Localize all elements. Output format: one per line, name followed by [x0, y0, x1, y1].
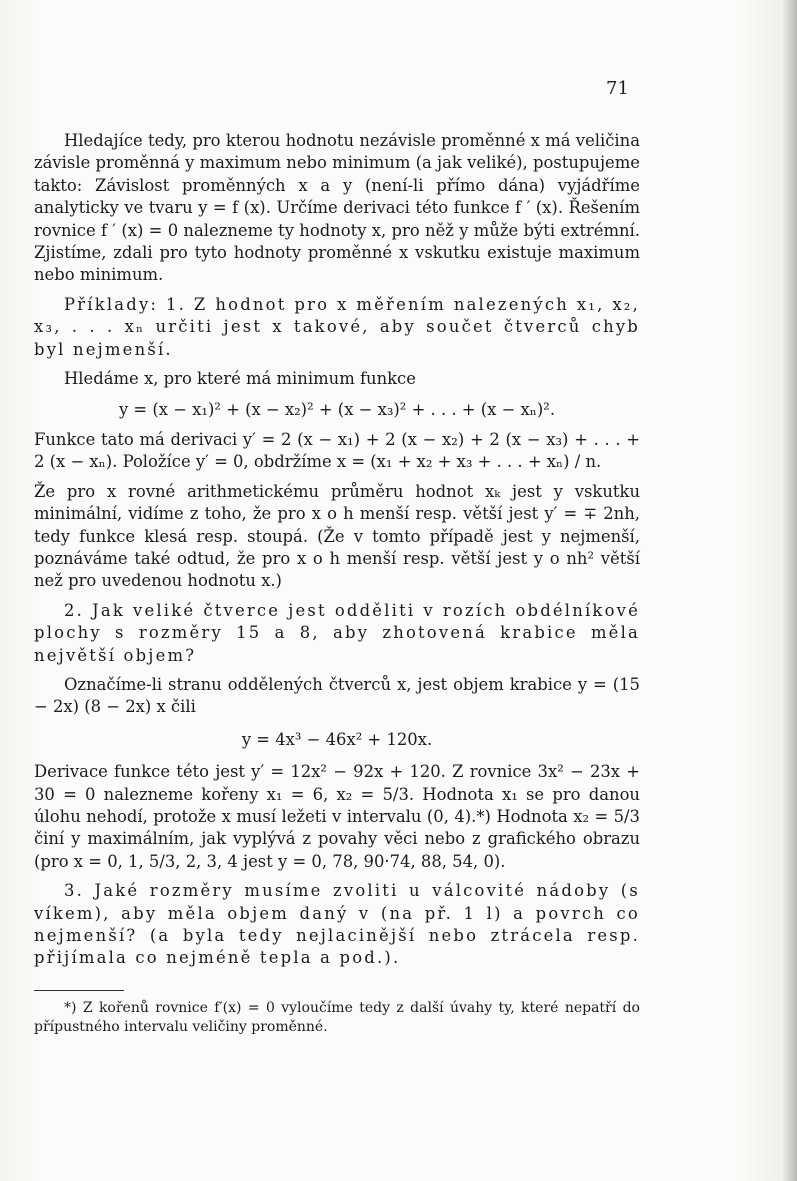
page-number: 71 [606, 78, 629, 99]
page-body [34, 130, 640, 1037]
footnote: *) Z kořenů rovnice f′(x) = 0 vyloučíme tedy z další úvahy ty, které nepatří do přípustného intervalu veličiny proměnné. [34, 999, 640, 1035]
volume-equation: y = 4x³ − 46x² + 120x. [241, 729, 433, 749]
sum-of-squares-equation: y = (x − x₁)² + (x − x₂)² + (x − x₃)² + . . . + (x − xₙ)². [118, 400, 556, 420]
example-3-statement: 3. Jaké rozměry musíme zvoliti u válcovité nádoby (s víkem), aby měla objem daný v (na př. 1 l) a povrch co nejmenší? (a byla tedy nejlacinější nebo ztrácela resp. přijímala co nejméně tepla a pod.). [34, 881, 640, 968]
box-volume-paragraph: Označíme-li stranu oddělených čtverců x, jest objem krabice y = (15 − 2x) (8 − 2x) x čili [34, 674, 640, 717]
page-edge-shadow [783, 0, 797, 1181]
derivative-paragraph: Funkce tato má derivaci y′ = 2 (x − x₁) + 2 (x − x₂) + 2 (x − x₃) + . . . + 2 (x − xₙ). Položíce y′ = 0, obdržíme x = (x₁ + x₂ + x₃ + . . . + xₙ) / n. [34, 429, 640, 472]
footnote-rule [34, 990, 124, 991]
example-1-statement: Příklady: 1. Z hodnot pro x měřením nalezených x₁, x₂, x₃, . . . xₙ určiti jest x takové, aby součet čtverců chyb byl nejmenší. [34, 294, 640, 359]
example-2-statement: 2. Jak veliké čtverce jest odděliti v rozích obdélníkové plochy s rozměry 15 a 8, aby zhotovená krabice měla největší objem? [34, 600, 640, 665]
example-1-lead: Hledáme x, pro které má minimum funkce [64, 369, 416, 389]
intro-paragraph: Hledajíce tedy, pro kterou hodnotu nezávisle proměnné x má veličina závisle proměnná y maximum nebo minimum (a jak veliké), postupujeme takto: Závislost proměnných x a y (není-li přímo dána) vyjádříme analyticky ve tvaru y = f (x). Určíme derivaci této funkce f ′ (x). Řešením rovnice f ′ (x) = 0 nalezneme ty hodnoty x, pro něž y může býti extrémní. Zjistíme, zdali pro tyto hodnoty proměnné x vskutku existuje maximum nebo minimum. [34, 131, 640, 285]
minimum-proof-paragraph: Že pro x rovné arithmetickému průměru hodnot xₖ jest y vskutku minimální, vidíme z toho, že pro x o h menší resp. větší jest y′ = ∓ 2nh, tedy funkce klesá resp. stoupá. (Že v tomto případě jest y nejmenší, poznáváme také odtud, že pro x o h menší resp. větší jest y o nh² větší než pro uvedenou hodnotu x.) [34, 481, 640, 591]
derivative-roots-paragraph: Derivace funkce této jest y′ = 12x² − 92x + 120. Z rovnice 3x² − 23x + 30 = 0 nalezneme kořeny x₁ = 6, x₂ = 5/3. Hodnota x₁ se pro danou úlohu nehodí, protože x musí ležeti v intervalu (0, 4).*) Hodnota x₂ = 5/3 činí y maximálním, jak vyplývá z povahy věci nebo z grafického obrazu (pro x = 0, 1, 5/3, 2, 3, 4 jest y = 0, 78, 90·74, 88, 54, 0). [34, 762, 640, 871]
